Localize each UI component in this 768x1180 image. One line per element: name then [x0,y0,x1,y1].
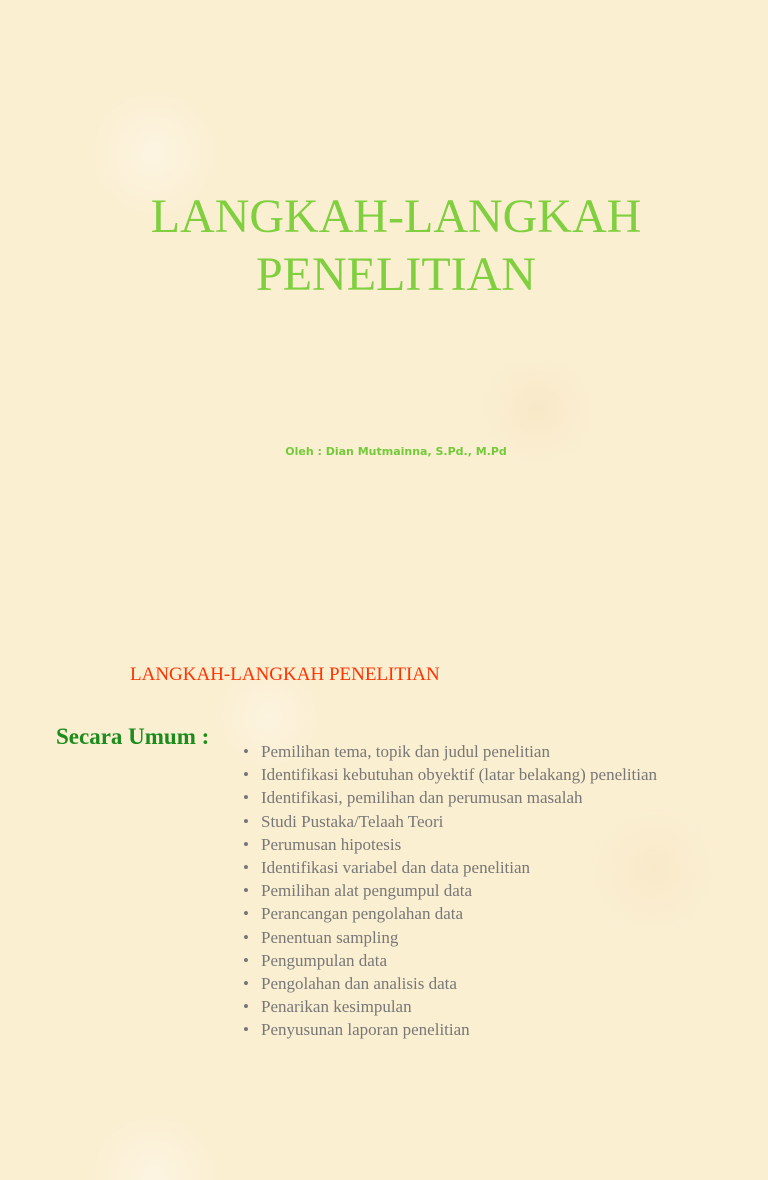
section-title: LANGKAH-LANGKAH PENELITIAN [130,664,440,685]
step-text: Pengolahan dan analisis data [261,974,457,994]
bullet-icon: • [243,788,249,808]
content-slide [0,600,768,1180]
step-text: Pemilihan alat pengumpul data [261,881,473,901]
step-text: Pemilihan tema, topik dan judul penelitian [261,742,550,761]
bullet-icon: • [243,834,249,854]
list-item [243,926,657,949]
bullet-icon: • [243,997,249,1017]
bullet-icon: • [243,765,249,785]
step-text: Perancangan pengolahan data [261,904,464,924]
bullet-icon: • [243,927,249,947]
bullet-icon: • [243,904,249,924]
title-slide [0,0,768,580]
section-label: Secara Umum : [56,724,210,749]
step-text: Penarikan kesimpulan [261,997,412,1017]
presentation-title [0,188,768,304]
list-item [243,833,657,856]
list-item [243,763,657,786]
bullet-icon: • [243,811,249,831]
step-text: Identifikasi variabel dan data penelitian [261,858,531,878]
steps-list [243,740,657,1042]
step-text: Identifikasi kebutuhan obyektif (latar belakang) penelitian [261,765,658,785]
list-item [243,810,657,833]
bullet-icon: • [243,858,249,878]
title-line-2: PENELITIAN [256,248,536,301]
bullet-icon: • [243,974,249,994]
list-item [243,902,657,925]
step-text: Penentuan sampling [261,927,399,947]
bullet-icon: • [243,742,249,761]
step-text: Identifikasi, pemilihan dan perumusan masalah [261,788,583,808]
list-item [243,740,657,763]
list-item [243,879,657,902]
list-item [243,786,657,809]
step-text: Penyusunan laporan penelitian [261,1020,470,1040]
list-item [243,1018,657,1041]
bullet-icon: • [243,950,249,970]
list-item [243,949,657,972]
list-item [243,856,657,879]
bullet-icon: • [243,881,249,901]
title-line-1: LANGKAH-LANGKAH [150,190,642,243]
bullet-icon: • [243,1020,249,1040]
step-text: Perumusan hipotesis [261,834,402,854]
author-credit: Oleh : Dian Mutmainna, S.Pd., M.Pd [285,445,507,458]
list-item [243,995,657,1018]
step-text: Studi Pustaka/Telaah Teori [261,811,444,831]
step-text: Pengumpulan data [261,950,388,970]
list-item [243,972,657,995]
